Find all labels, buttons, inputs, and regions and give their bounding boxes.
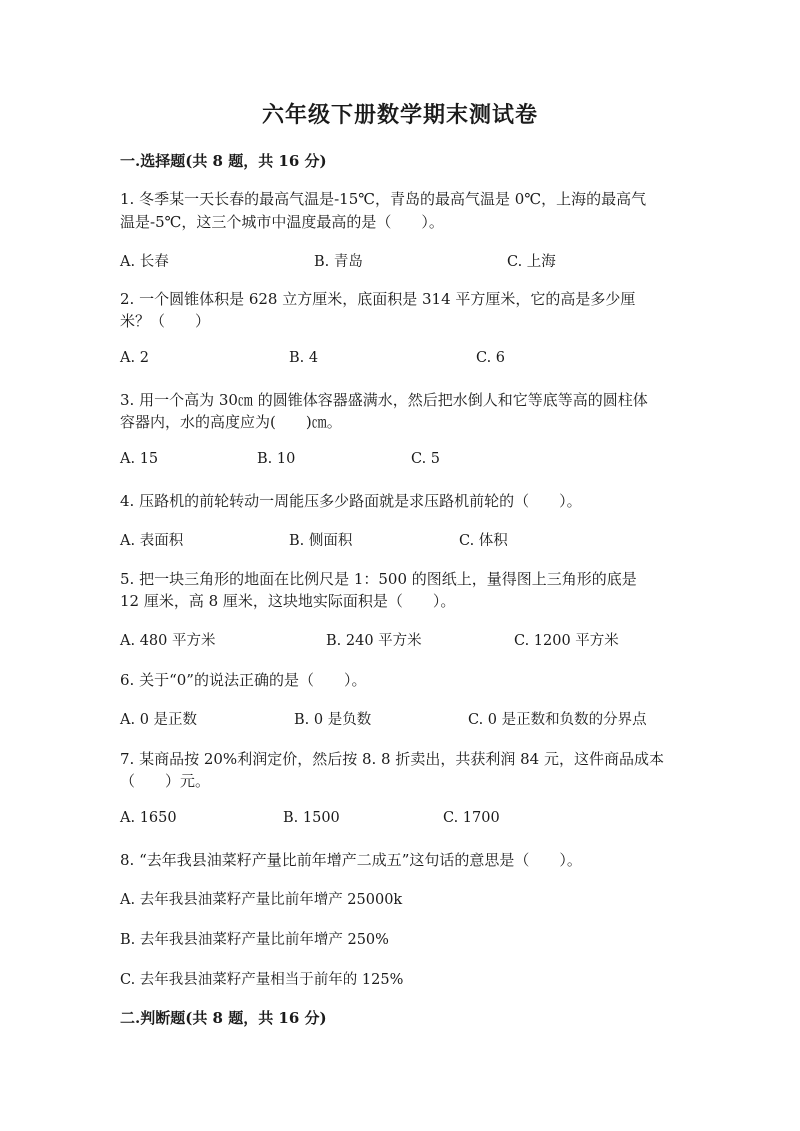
question-3-option-a: A. 15 xyxy=(120,451,159,467)
question-8-line-1: 8. “去年我县油菜籽产量比前年增产二成五”这句话的意思是（ ）。 xyxy=(120,851,582,869)
question-2-option-c: C. 6 xyxy=(476,350,506,366)
section-heading-true-false: 二.判断题(共 8 题，共 16 分) xyxy=(120,1009,327,1027)
question-8-option-b: B. 去年我县油菜籽产量比前年增产 250% xyxy=(120,932,389,948)
question-6-option-a: A. 0 是正数 xyxy=(120,712,198,728)
question-8-option-c: C. 去年我县油菜籽产量相当于前年的 125% xyxy=(120,972,404,988)
question-4-option-b: B. 侧面积 xyxy=(289,533,353,549)
question-6-option-b: B. 0 是负数 xyxy=(294,712,372,728)
question-2-option-a: A. 2 xyxy=(120,350,149,366)
question-5-line-2: 12 厘米，高 8 厘米，这块地实际面积是（ ）。 xyxy=(120,592,456,610)
question-7-option-c: C. 1700 xyxy=(443,810,500,826)
question-6-option-c: C. 0 是正数和负数的分界点 xyxy=(468,712,647,728)
page-title: 六年级下册数学期末测试卷 xyxy=(261,102,538,128)
question-4-option-c: C. 体积 xyxy=(459,533,508,549)
question-1-option-b: B. 青岛 xyxy=(314,254,363,270)
question-1-option-c: C. 上海 xyxy=(507,254,556,270)
section-heading-multiple-choice: 一.选择题(共 8 题，共 16 分) xyxy=(120,152,327,170)
question-3-line-1: 3. 用一个高为 30㎝ 的圆锥体容器盛满水，然后把水倒人和它等底等高的圆柱体 xyxy=(120,391,648,409)
question-6-line-1: 6. 关于“0”的说法正确的是（ ）。 xyxy=(120,671,367,689)
question-4-option-a: A. 表面积 xyxy=(120,533,184,549)
question-7-option-b: B. 1500 xyxy=(283,810,340,826)
question-2-line-1: 2. 一个圆锥体积是 628 立方厘米，底面积是 314 平方厘米，它的高是多少厘 xyxy=(120,290,636,308)
question-2-option-b: B. 4 xyxy=(289,350,319,366)
question-2-line-2: 米？（ ） xyxy=(120,312,211,330)
question-1-line-1: 1. 冬季某一天长春的最高气温是-15℃，青岛的最高气温是 0℃，上海的最高气 xyxy=(120,190,647,208)
question-5-option-a: A. 480 平方米 xyxy=(120,633,216,649)
question-3-line-2: 容器内，水的高度应为( )㎝。 xyxy=(120,413,342,431)
question-5-option-b: B. 240 平方米 xyxy=(326,633,422,649)
question-7-line-1: 7. 某商品按 20%利润定价，然后按 8. 8 折卖出，共获利润 84 元，这件商品成本 xyxy=(120,750,664,768)
question-4-line-1: 4. 压路机的前轮转动一周能压多少路面就是求压路机前轮的（ ）。 xyxy=(120,492,582,510)
question-8-option-a: A. 去年我县油菜籽产量比前年增产 25000k xyxy=(120,892,403,908)
question-5-line-1: 5. 把一块三角形的地面在比例尺是 1：500 的图纸上，量得图上三角形的底是 xyxy=(120,570,637,588)
question-3-option-b: B. 10 xyxy=(257,451,296,467)
question-7-line-2: （ ）元。 xyxy=(120,772,211,790)
question-3-option-c: C. 5 xyxy=(411,451,441,467)
question-1-line-2: 温是-5℃，这三个城市中温度最高的是（ ）。 xyxy=(120,213,444,231)
question-7-option-a: A. 1650 xyxy=(120,810,177,826)
question-1-option-a: A. 长春 xyxy=(120,254,169,270)
question-5-option-c: C. 1200 平方米 xyxy=(514,633,619,649)
